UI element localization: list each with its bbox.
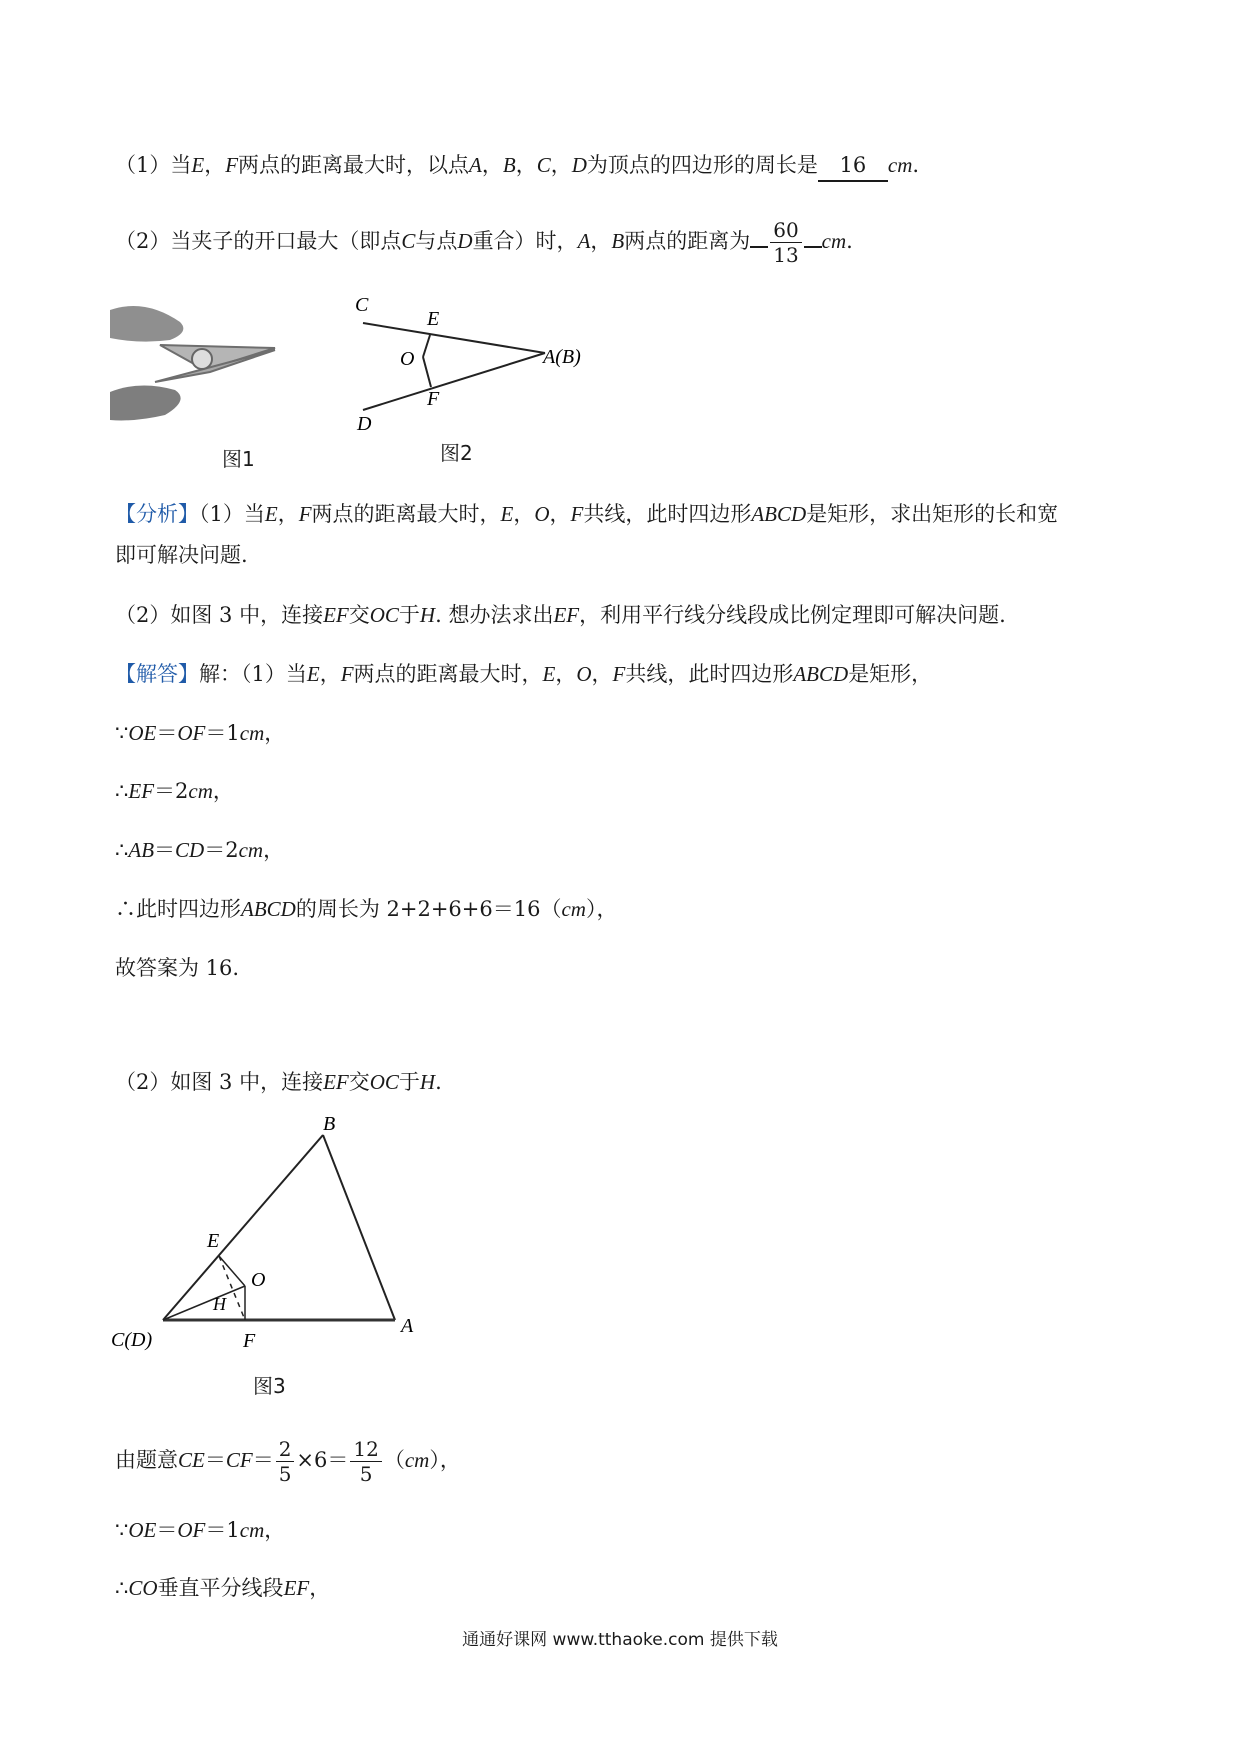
solution-line-10: ∴CO垂直平分线段EF， (115, 1576, 331, 1600)
fig2-line-da (363, 353, 545, 410)
question-1: （1）当E，F两点的距离最大时，以点A，B，C，D为顶点的四边形的周长是 16 cm. (115, 150, 919, 182)
fig3-label-o: O (251, 1269, 266, 1291)
page-footer: 通通好课网 www.tthaoke.com 提供下载 (462, 1630, 778, 1650)
question-2: （2）当夹子的开口最大（即点C与点D重合）时，A，B两点的距离为 $\frac{60}{13}$ cm. (115, 218, 853, 267)
analysis-line-3: （2）如图 3 中，连接EF交OC于H. 想办法求出EF，利用平行线分线段成比例定理即可解决问题. (115, 603, 1006, 627)
fig2-label-ab: A(B) (543, 346, 581, 368)
analysis-line-2: 即可解决问题. (115, 543, 248, 567)
figure-1-caption: 图1 (222, 447, 255, 471)
fig3-line-ba (323, 1135, 395, 1320)
figure-2-diagram (345, 295, 605, 440)
solution-line-6: 故答案为 16. (115, 956, 240, 980)
solution-line-2: ∵OE＝OF＝1cm， (115, 721, 286, 745)
solution-line-7: （2）如图 3 中，连接EF交OC于H. (115, 1070, 442, 1094)
solution-line-1: 【解答】解：（1）当E，F两点的距离最大时，E，O，F共线，此时四边形ABCD是矩形， (115, 662, 933, 686)
fig3-label-b: B (323, 1113, 336, 1135)
answer-fraction-2: $\frac{60}{13}$ (770, 218, 801, 267)
fig3-label-e: E (207, 1230, 220, 1252)
solution-line-3: ∴EF＝2cm， (115, 779, 234, 803)
figure-3-caption: 图3 (253, 1374, 286, 1398)
figure-1-clip-photo (110, 300, 280, 425)
figure-3-diagram (105, 1110, 435, 1360)
answer-blank-1: 16 (818, 150, 888, 182)
solution-tag: 【解答】 (115, 662, 199, 686)
solution-line-8: 由题意CE＝CF＝ $\frac{2}{5}$ ×6＝ $\frac{12}{5}$ （cm）， (115, 1437, 461, 1486)
fraction-2-5: $\frac{2}{5}$ (276, 1437, 295, 1486)
fig3-label-h: H (213, 1294, 226, 1314)
solution-line-9: ∵OE＝OF＝1cm， (115, 1518, 286, 1542)
solution-line-4: ∴AB＝CD＝2cm， (115, 838, 285, 862)
analysis-line-1: 【分析】（1）当E，F两点的距离最大时，E，O，F共线，此时四边形ABCD是矩形，求出矩形的长和宽 (115, 502, 1059, 526)
fig3-label-cd: C(D) (111, 1329, 153, 1351)
fig2-label-o: O (400, 348, 415, 370)
fig3-line-cb (163, 1135, 323, 1320)
fig2-line-eo (423, 335, 430, 357)
fig2-label-c: C (355, 295, 369, 316)
fig2-label-d: D (357, 413, 372, 435)
solution-line-5: ∴此时四边形ABCD的周长为 2+2+6+6＝16（cm）， (115, 897, 618, 921)
fraction-12-5: $\frac{12}{5}$ (350, 1437, 381, 1486)
fig3-label-f: F (243, 1330, 256, 1352)
fig2-line-of (423, 357, 431, 387)
figure-2-caption: 图2 (440, 441, 473, 465)
fig3-line-co (163, 1286, 245, 1320)
fig2-label-f: F (427, 388, 440, 410)
fig2-label-e: E (427, 308, 440, 330)
analysis-tag: 【分析】 (115, 502, 199, 526)
fig2-line-ca (363, 323, 545, 353)
fig3-line-oe (219, 1256, 245, 1286)
fig3-label-a: A (401, 1315, 414, 1337)
